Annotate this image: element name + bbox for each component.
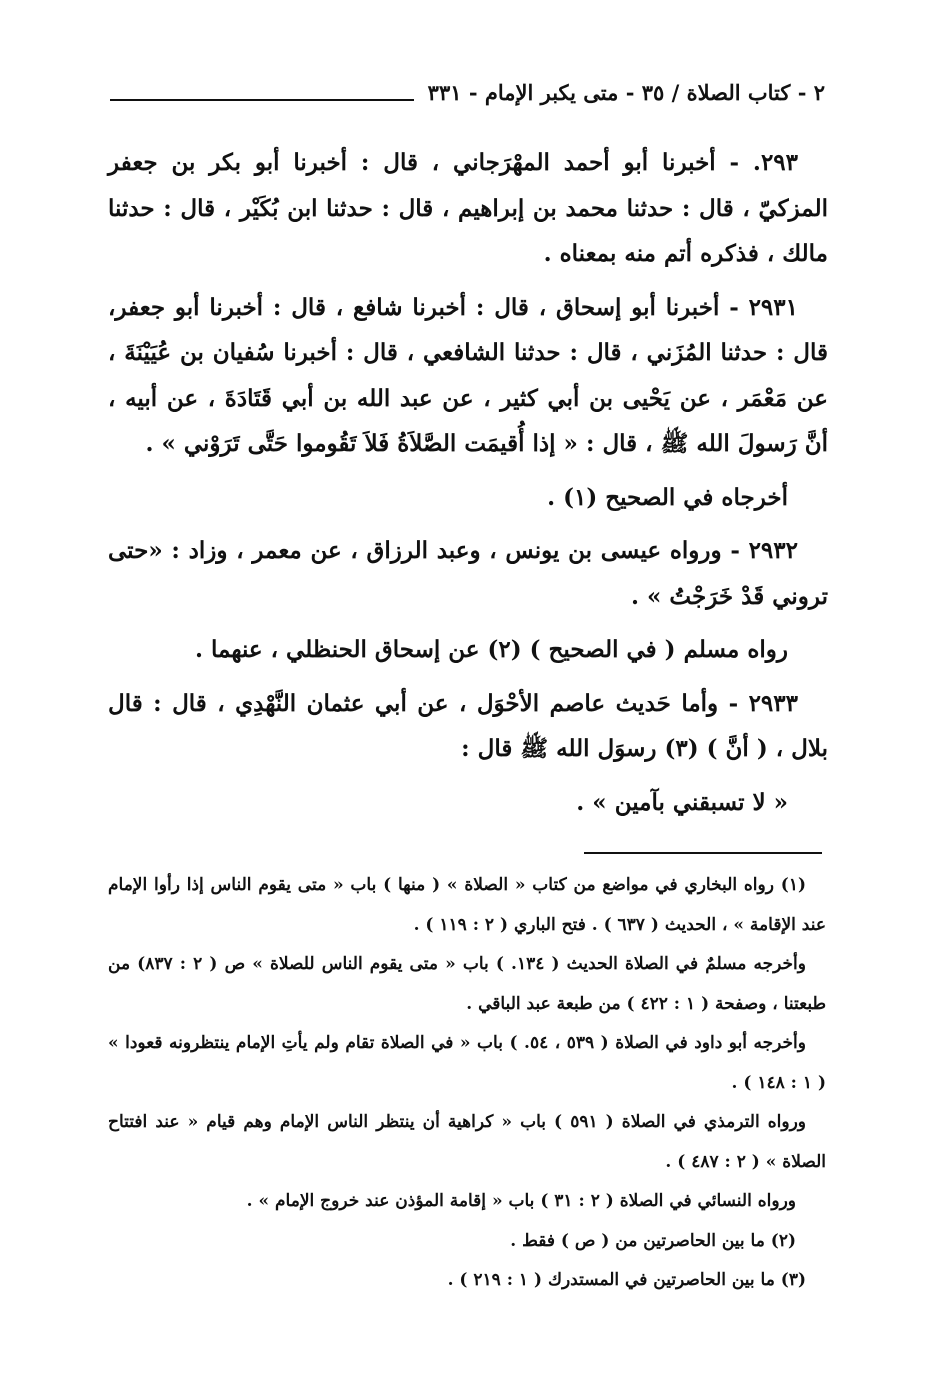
main-text — [108, 140, 828, 833]
takhrij-note-1: أخرجاه في الصحيح (١) . — [547, 483, 788, 511]
header-rule — [110, 99, 414, 101]
hadith-2930: ٢٩٣. - أخبرنا أبو أحمد المهْرَجاني ، قال : أخبرنا أبو بكر بن جعفر المزكيّ ، قال : حدثنا محمد بن إبراهيم ، قال : حدثنا ابن بُكَيْر ، قال : حدثنا مالك ، فذكره أتم منه بمعناه . — [108, 149, 828, 267]
footnote-3: (٣) ما بين الحاصرتين في المستدرك ( ١ : ٢١٩ ) . — [447, 1270, 806, 1290]
footnote-separator — [584, 852, 822, 854]
footnote-1-nasai: ورواه النسائي في الصلاة ( ٢ : ٣١ ) باب « إقامة المؤذن عند خروج الإمام » . — [246, 1191, 796, 1211]
hadith-2933: ٢٩٣٣ - وأما حَديث عاصم الأحْوَل ، عن أبي عثمان النَّهْدِي ، قال : قال بلال ، ( أنَّ ) (٣) رسوَل الله ﷺ قال : — [108, 689, 828, 762]
hadith-2931: ٢٩٣١ - أخبرنا أبو إسحاق ، قال : أخبرنا شافع ، قال : أخبرنا أبو جعفر، قال : حدثنا المُزَني ، قال : حدثنا الشافعي ، قال : أخبرنا سُفيان بن عُيَيْنَةَ ، عن مَعْمَر ، عن يَحْيى بن أبي كثير ، عن عبد الله بن أبي قَتَادَةَ ، عن أبيه ، أنَّ رَسولَ الله ﷺ ، قال : « إذا أُقيمَت الصَّلاَةُ فَلاَ تَقُوموا حَتَّى تَرَوْني » . — [108, 293, 828, 457]
footnote-1: (١) رواه البخاري في مواضع من كتاب « الصلاة » ( منها ) باب « متى يقوم الناس إذا رأوا الإمام عند الإقامة » ، الحديث ( ٦٣٧ ) . فتح الباري ( ٢ : ١١٩ ) . — [108, 875, 826, 935]
footnotes — [108, 866, 826, 1301]
hadith-2933-text: « لا تسبقني بآمين » . — [576, 788, 788, 816]
footnote-1-abu-dawud: وأخرجه أبو داود في الصلاة ( ٥٣٩ ، ٥٤. ) باب « في الصلاة تقام ولم يأتِ الإمام ينتظرونه قعودا » ( ١ : ١٤٨ ) . — [108, 1033, 826, 1093]
footnote-1-tirmidhi: ورواه الترمذي في الصلاة ( ٥٩١ ) باب « كراهية أن ينتظر الناس الإمام وهم قيام « عند افتتاح الصلاة » ( ٢ : ٤٨٧ ) . — [108, 1112, 826, 1172]
footnote-2: (٢) ما بين الحاصرتين من ( ص ) فقط . — [510, 1230, 796, 1251]
takhrij-note-2: رواه مسلم ( في الصحيح ) (٢) عن إسحاق الحنظلي ، عنهما . — [195, 636, 788, 663]
running-title: ٢ - كتاب الصلاة / ٣٥ - متى يكبر الإمام - ٣٣١ — [427, 80, 825, 105]
footnote-1-muslim: وأخرجه مسلمٌ في الصلاة الحديث ( ١٣٤. ) باب « متى يقوم الناس للصلاة » ص ( ٢ : ٨٣٧) من طبعتنا ، وصفحة ( ١ : ٤٢٢ ) من طبعة عبد الباقي . — [108, 954, 826, 1014]
hadith-2932: ٢٩٣٢ - ورواه عيسى بن يونس ، وعبد الرزاق ، عن معمر ، وزاد : «حتى تروني قَدْ خَرَجْتُ » . — [108, 537, 828, 610]
running-header — [110, 80, 825, 105]
